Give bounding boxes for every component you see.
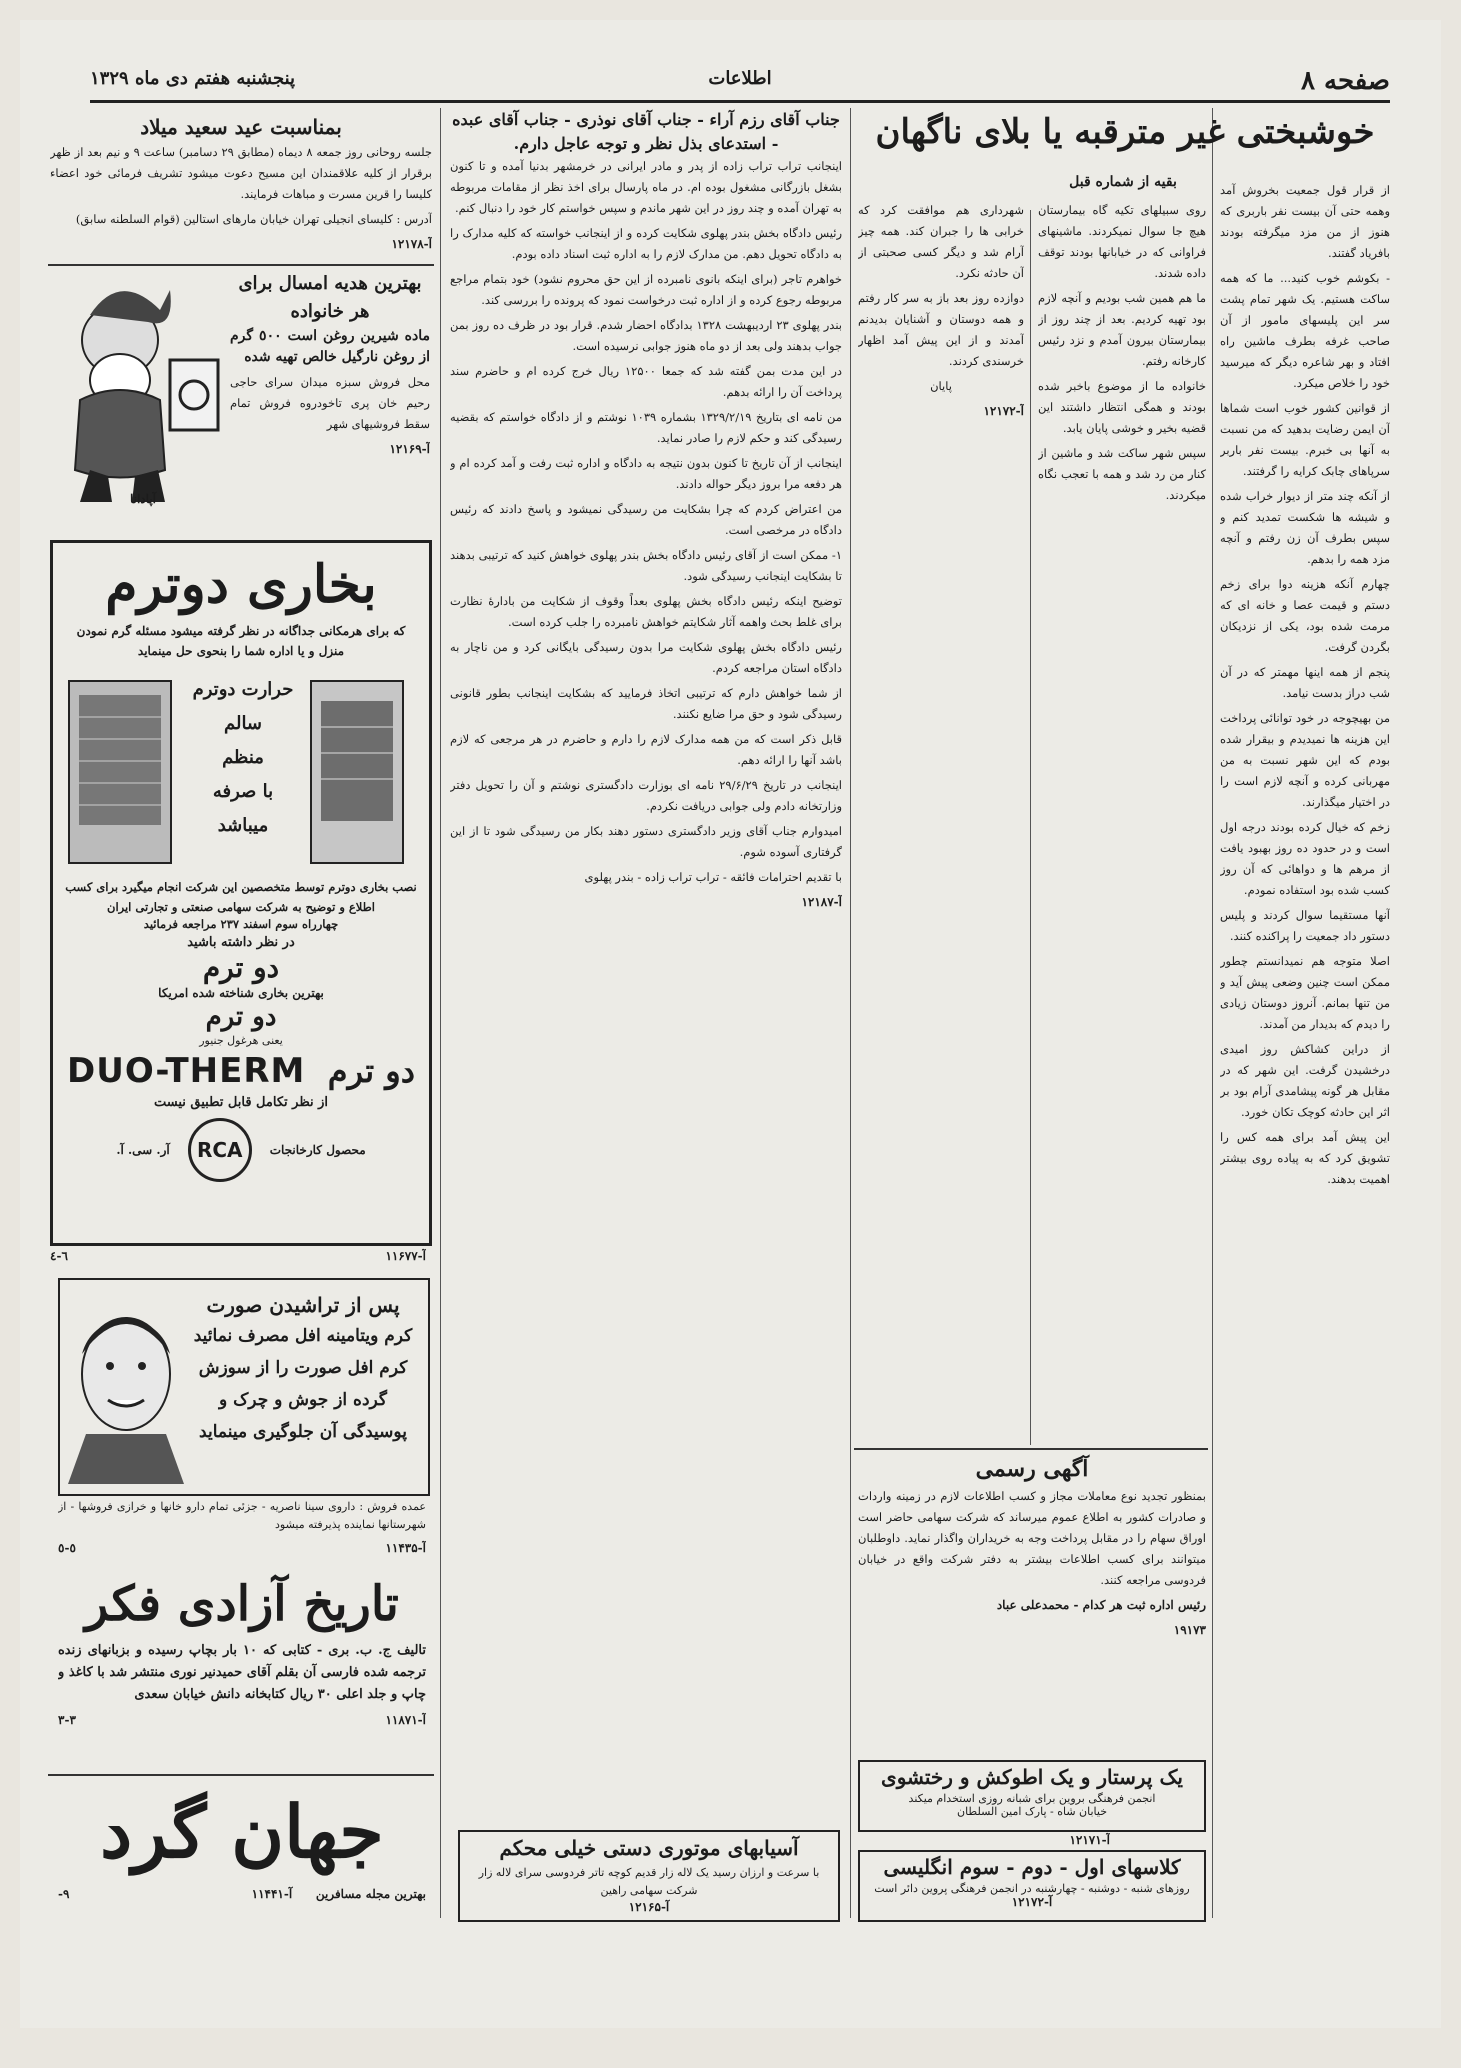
- ad-nurse-address: خیابان شاه - پارک امین السلطان: [956, 1805, 1108, 1818]
- story1-headline-box: [860, 110, 1390, 170]
- ad-jahangard-sub: بهترین مجله مسافرین: [315, 1887, 426, 1901]
- santa-illustration: [50, 270, 230, 510]
- ad-oil-illustration: [50, 270, 230, 510]
- paragraph: خانواده ما از موضوع باخبر شده بودند و همگی انتظار داشتند این قضیه بخیر و خوشی پایان یابد.: [1038, 379, 1206, 435]
- ad-heater-best: بهترین بخاری شناخته شده امریکا: [158, 986, 324, 1000]
- paragraph: پنجم از همه اینها مهمتر که در آن شب دراز بدست نیامد.: [1220, 665, 1390, 700]
- ad-heater-note: یعنی هرغول جنیور: [199, 1034, 283, 1047]
- ad-heater-dealer: نصب بخاری دوترم توسط متخصصین این شرکت انجام میگیرد برای کسب اطلاع و توضیح به شرکت سهامی صنعتی و تجارتی ایران: [65, 880, 417, 914]
- ad-classes-title: کلاسهای اول - دوم - سوم انگلیسی: [883, 1855, 1181, 1879]
- ad-cream-headline: پس از تراشیدن صورت: [206, 1293, 400, 1317]
- ad-heater: [50, 540, 432, 1246]
- paragraph: از قرار قول جمعیت بخروش آمد وهمه حتی آن بیست نفر باربری که هنوز از من مزد میگرفته بودند بافریاد گفتند.: [1220, 183, 1390, 260]
- ad-heater-intro: که برای هرمکانی جداگانه در نظر گرفته میشود مسئله گرم نمودن منزل و یا اداره شما را بنحوی حل مینماید: [76, 624, 406, 658]
- paragraph: اینجانب از آن تاریخ تا کنون بدون نتیجه به دادگاه و اداره ثبت رفت و آمد کرده ام و هر دفعه مرا بروز دیگر حواله دادند.: [450, 456, 842, 491]
- ad-heater-agent: آر. سی. آ.: [116, 1143, 170, 1157]
- ad-mills-ref: آ-۱۲۱۶۵: [628, 1900, 670, 1914]
- ad-jahangard-code: ٩-: [58, 1887, 70, 1901]
- paragraph: در این مدت بمن گفته شد که جمعا ۱۲۵۰۰ ریال خرج کرده ام و حاضرم سند پرداخت آن را ارائه بدهم.: [450, 364, 842, 399]
- ad-heater-remember: در نظر داشته باشید: [187, 935, 295, 950]
- section-rule: [48, 264, 434, 266]
- paragraph: شهرداری هم موافقت کرد که خرابی ها را جبران کند. همه چیز آرام شد و دیگر کسی صحبتی از آن حادثه نکرد.: [858, 203, 1024, 280]
- ad-mills: [458, 1830, 840, 1922]
- ad-heater-quality: سالم: [223, 713, 263, 734]
- story2-letter: [450, 108, 842, 1818]
- ad-cream-footer: عمده فروش : داروی سینا ناصریه - جزئی تمام دارو خانها و خرازی فروشها - از شهرستانها نماینده پذیرفته میشود: [58, 1500, 426, 1531]
- paragraph: بندر پهلوی ۲۳ اردیبهشت ۱۳۲۸ بدادگاه احضار شدم. قرار بود در ظرف ده روز بمن جواب بدهند ولی بعد از دو ماه هنوز جوابی نرسیده است.: [450, 318, 842, 353]
- notice-ref: ۱۹۱۷۳: [1173, 1623, 1206, 1637]
- ad-heater-visual: [53, 667, 429, 877]
- ad-heater-qualities: [183, 673, 303, 843]
- story-end: پایان: [930, 379, 952, 393]
- paragraph: رئیس دادگاه بخش بندر پهلوی شکایت کرده و از اینجانب خواسته که کلیه مدارک را به دادگاه تحویل دهم. من مدارک لازم را به اداره ثبت اسناد داده بودم.: [450, 226, 842, 261]
- ad-book-code: ٣-٣: [58, 1713, 76, 1727]
- ad-ref: آ-۱۲۱۷۲: [983, 404, 1024, 418]
- masthead: [90, 58, 1390, 100]
- paragraph: من نامه ای بتاریخ ۱۳۲۹/۲/۱۹ بشماره ۱۰۳۹ نوشتم و از دادگاه خواستم که بقضیه رسیدگی کند و حکم لازم را صادر نماید.: [450, 410, 842, 445]
- paragraph: توضیح اینکه رئیس دادگاه بخش پهلوی بعداً وقوف از شکایت من بادارهٔ نظارت برای غلط بحث واهمه آثار شکایتم خواهش نامبرده را جلب کرده است.: [450, 594, 842, 629]
- paragraph: امیدوارم جناب آقای وزیر دادگستری دستور دهند بکار من رسیدگی شود تا از این گرفتاری آسوده شوم.: [450, 824, 842, 859]
- ad-jahangard: [58, 1780, 426, 1918]
- notice-signature: رئیس اداره ثبت هر کدام - محمدعلی عباد: [996, 1598, 1206, 1612]
- notice-title: آگهی رسمی: [975, 1456, 1089, 1482]
- story2-headline: جناب آقای رزم آراء - جناب آقای نوذری - جناب آقای عبده - استدعای بذل نظر و توجه عاجل دارم.: [452, 110, 840, 153]
- paragraph: ما هم همین شب بودیم و آنچه لازم بود تهیه کردیم. بعد از چند روز از بیمارستان بیرون آمدم و نزد رئیس کارخانه رفتم.: [1038, 291, 1206, 368]
- paragraph: خواهرم تاجر (برای اینکه بانوی نامبرده از این حق محروم نشود) خود بتمام مراجع مربوطه رجوع کرده و از اداره ثبت درخواست نمود که پرونده را بررسی کند.: [450, 272, 842, 307]
- column-divider: [1212, 108, 1213, 1918]
- ad-heater-brand: دو ترم: [327, 1052, 415, 1090]
- paragraph: از شما خواهش دارم که ترتیبی اتخاذ فرمایید که بشکایت اینجانب بطور قانونی رسیدگی شود و حق مرا ضایع نکنند.: [450, 686, 842, 721]
- section-rule: [48, 1774, 434, 1776]
- ad-heater-brand-row: [53, 1047, 429, 1095]
- ad-oil-body: ماده شیرین روغن است ٥٠٠ گرم از روغن نارگیل خالص تهیه شده: [230, 328, 430, 365]
- paragraph: رئیس دادگاه بخش پهلوی شکایت مرا بدون رسیدگی بایگانی کرد و من ناچار به دادگاه استان مراجعه کردم.: [450, 640, 842, 675]
- heater-image-right: [307, 677, 407, 867]
- ad-classes-ref: آ-۱۲۱۷۲: [1011, 1895, 1053, 1909]
- ad-heater-quality: میباشد: [217, 815, 269, 836]
- ad-cream-ref: آ-۱۱۴۳۵: [385, 1541, 426, 1555]
- ad-heater-brand-en: DUO-THERM: [67, 1051, 306, 1091]
- ad-nurse-body: انجمن فرهنگی بروین برای شبانه روزی استخدام میکند: [908, 1792, 1156, 1805]
- ad-christmas-title: بمناسبت عید سعید میلاد: [140, 115, 342, 139]
- paragraph: اینجانب تراب تراب زاده از پدر و مادر ایرانی در خرمشهر بدنیا آمده و تا کنون بشغل بازرگانی مشغول بوده ام. در ماه پارسال برای اخذ نظر از مقامات مربوطه به تهران آمده و چند روز در این شهر ماندم و سپس خواستم کار خود را دنبال کنم.: [450, 159, 842, 215]
- paragraph: من اعتراض کردم که چرا بشکایت من رسیدگی نمیشود و پاسخ دادند که رئیس دادگاه در مرخصی است.: [450, 502, 842, 537]
- ad-heater-brand: دو ترم: [202, 951, 280, 984]
- ad-christmas-address: آدرس : کلیسای انجیلی تهران خیابان مارهای استالین (قوام السلطنه سابق): [75, 212, 432, 226]
- paragraph: از قوانین کشور خوب است شماها آن ایمن رضایت بدهید که من نسبت به آنها بی خبرم. بیست نفر باربر سرپاهای چابک کرایه را گرفتند.: [1220, 401, 1390, 478]
- issue-date: پنجشنبه هفتم دی ماه ۱۳۲۹: [90, 68, 296, 89]
- ad-christmas: [50, 112, 432, 262]
- ad-cream-text: [188, 1290, 418, 1448]
- paragraph: - بکوشم خوب کنید... ما که همه ساکت هستیم. یک شهر تمام پشت سر این پلیسهای مامور از آن صاحب غرفه بطرف ماشین راه افتاد و بهر شاعره دیگر که میرسید خود را خلاص میکرد.: [1220, 271, 1390, 390]
- story1-headline: خوشبختی غیر مترقبه یا بلای ناگهان: [875, 112, 1375, 152]
- paragraph: روی سبیلهای تکیه گاه بیمارستان هیچ جا سوال نمیکردند. ماشینهای فراوانی که در خیابانها بودند توقف داده شدند.: [1038, 203, 1206, 280]
- paragraph: این پیش آمد برای همه کس را تشویق کرد که به پیاده روی بیشتر اهمیت بدهند.: [1220, 1130, 1390, 1186]
- masthead-rule: [90, 100, 1390, 103]
- ad-heater-maker-row: [53, 1118, 429, 1182]
- heater-image-left: [65, 677, 175, 867]
- ad-oil-address: محل فروش سبزه میدان سرای حاجی رحیم خان پری تاخودروه فروش تمام سقط فروشیهای شهر: [230, 375, 430, 431]
- ad-heater-ref-row: [50, 1246, 426, 1266]
- column-divider: [1030, 210, 1031, 1445]
- ad-nurse: [858, 1760, 1206, 1832]
- ad-classes: [858, 1850, 1206, 1922]
- paragraph: اینجانب در تاریخ ۲۹/۶/۲۹ نامه ای بوزارت دادگستری نوشتم و آن را تحویل دفتر وزارتخانه دادم ولی جوابی دریافت نکردم.: [450, 778, 842, 813]
- story1-subhead: بقیه از شماره قبل: [1069, 174, 1177, 190]
- newspaper-page: [20, 20, 1441, 2028]
- column-divider: [850, 108, 851, 1918]
- ad-jahangard-ref: آ-۱۱۴۴۱: [251, 1887, 293, 1901]
- paragraph: قابل ذکر است که من همه مدارک لازم را دارم و حاضرم در هر مرجعی که لازم باشد آنها را ارائه دهم.: [450, 732, 842, 767]
- ad-mills-title: آسیابهای موتوری دستی خیلی محکم: [499, 1836, 799, 1860]
- section-rule: [854, 1448, 1208, 1450]
- ad-oil-brand: آپادانا: [130, 492, 157, 506]
- ad-heater-ref: آ-۱۱۶۷۷: [385, 1249, 426, 1263]
- ad-heater-quality: منظم: [222, 747, 264, 768]
- ad-nurse-title: یک پرستار و یک اطوکش و رختشوی: [881, 1765, 1183, 1789]
- ad-heater-code: ٦-٤: [50, 1249, 68, 1263]
- paragraph: چهارم آنکه هزینه دوا برای زخم دستم و قیمت عصا و خانه ای که مرمت شده بود، یکی از نزدیکان بگردن گرفت.: [1220, 577, 1390, 654]
- ad-cream-body: کرم ویتامینه افل مصرف نمائید کرم افل صورت را از سوزش گرده از جوش و چرک و پوسیدگی آن جلوگیری مینماید: [193, 1326, 413, 1442]
- story1-col-right: [1220, 180, 1390, 1920]
- ad-oil: [230, 270, 430, 530]
- notice-body: بمنظور تجدید نوع معاملات مجاز و کسب اطلاعات لازم در زمینه واردات و صادرات کشور به اطلاع عموم میرساند که شرکت سهامی حاضر است اوراق سهام را در مقابل پرداخت وجه به خریداران واگذار نماید. داوطلبان میتوانند برای کسب اطلاعات بیشتر به دفتر شرکت واقع در خیابان فردوسی مراجعه کنند.: [858, 1489, 1206, 1587]
- ad-heater-maker: محصول کارخانجات: [269, 1143, 366, 1157]
- ad-jahangard-title: جهان گرد: [100, 1789, 384, 1874]
- paragraph: از دراین کشاکش روز امیدی درخشیدن گرفت. این شهر که در مقابل هر گونه پیشامدی آرام بود بر اثر این حادثه کوچک تکان خورد.: [1220, 1042, 1390, 1119]
- column-divider: [440, 108, 441, 1918]
- ad-book-author: تالیف ج. ب. بری - کتابی که ۱۰ بار بچاپ رسیده و بزبانهای زنده ترجمه شده فارسی آن بقلم آقای حمیدنیر نوری منتشر شد با کاغذ و چاپ و جلد اعلی ۳۰ ریال کتابخانه دانش خیابان سعدی: [58, 1643, 426, 1702]
- rca-logo: RCA: [188, 1118, 252, 1182]
- story1-col-middle: [1038, 200, 1206, 1440]
- ad-cream-code: ٥-٥: [58, 1541, 76, 1555]
- ad-book-ref: آ-۱۱۸۷۱: [385, 1713, 426, 1727]
- paper-name: اطلاعات: [708, 68, 772, 89]
- ad-cream-footer-box: [58, 1498, 426, 1558]
- official-notice: [858, 1452, 1206, 1752]
- paragraph: من بهیچوجه در خود توانائی پرداخت این هزینه ها نمیدیدم و بیقرار شده بودم که این شهر نسبت به من مهربانی کرده و آنچه لازم است را در اختیار میگذارند.: [1220, 711, 1390, 809]
- story2-ref: آ-۱۲۱۸۷: [801, 895, 842, 909]
- paragraph: سپس شهر ساکت شد و ماشین از کنار من رد شد و همه با تعجب نگاه میکردند.: [1038, 446, 1206, 502]
- paragraph: با تقدیم احترامات فائقه - تراب تراب زاده - بندر پهلوی: [584, 870, 842, 884]
- paragraph: از آنکه چند متر از دیوار خراب شده و شیشه ها شکست تمدید کنم و سپس بطرف آن زن رفتم و آنچه مزد همه را بدهم.: [1220, 489, 1390, 566]
- ad-christmas-body: جلسه روحانی روز جمعه ۸ دیماه (مطابق ۲۹ دسامبر) ساعت ۹ و نیم بعد از ظهر برقرار از کلیه علاقمندان این مسیح دعوت میشود تشریف فرمائی خود اعضاء کلیسا را قرین مسرت و مباهات فرمایند.: [50, 145, 432, 201]
- ad-book: [58, 1568, 426, 1768]
- paragraph: دوازده روز بعد باز به سر کار رفتم و همه دوستان و آشنایان بدیدنم آمدند و از این پیش آمد اظهار خرسندی کردند.: [858, 291, 1024, 368]
- ad-mills-body: با سرعت و ارزان رسید یک لاله زار قدیم کوچه تاتر فردوسی سرای لاله زار شرکت سهامی راهین: [478, 1866, 820, 1897]
- ad-heater-brand: دو ترم: [205, 1002, 277, 1032]
- ad-oil-title: بهترین هدیه امسال برای هر خانواده: [238, 273, 422, 322]
- paragraph: زخم که خیال کرده بودند درجه اول است و در حدود ده روز بهبود یافت از مرهم ها و دواهائی که آن روز کسب شده بود استفاده نمودم.: [1220, 820, 1390, 897]
- ad-nurse-ref: آ-۱۲۱۷۱: [1069, 1833, 1110, 1846]
- paragraph: آنها مستقیما سوال کردند و پلیس دستور داد جمعیت را پراکنده کنند.: [1220, 908, 1390, 943]
- ad-heater-quality: با صرفه: [212, 781, 274, 802]
- ad-heater-heat: حرارت دوترم: [192, 679, 294, 700]
- man-face-illustration: [66, 1294, 186, 1484]
- ad-book-title: تاریخ آزادی فکر: [85, 1576, 399, 1632]
- ad-oil-ref: آ-۱۲۱۶۹: [389, 442, 430, 456]
- paragraph: اصلا متوجه هم نمیدانستم چطور ممکن است چنین وضعی پیش آید و من تنها بمانم. آنروز دوستان زیادی را دیدم که بدیدار من آمدند.: [1220, 954, 1390, 1031]
- ad-heater-tagline: از نظر تکامل قابل تطبیق نیست: [153, 1095, 329, 1110]
- story1-col-left: [858, 200, 1024, 1440]
- story1-subhead-box: [1040, 172, 1206, 196]
- ad-heater-address: چهارراه سوم اسفند ۲۳۷ مراجعه فرمائید: [143, 917, 339, 931]
- page-number: صفحه ۸: [1301, 66, 1390, 96]
- paragraph: ۱- ممکن است از آقای رئیس دادگاه بخش بندر پهلوی خواهش کنید که ترتیبی بدهند تا بشکایت اینجانب رسیدگی شود.: [450, 548, 842, 583]
- ad-nurse-ref-box: [1010, 1830, 1110, 1846]
- ad-classes-body: روزهای شنبه - دوشنبه - چهارشنبه در انجمن فرهنگی پروین دائر است: [874, 1882, 1190, 1895]
- ad-christmas-ref: آ-۱۲۱۷۸: [391, 237, 432, 251]
- ad-heater-title: بخاری دوترم: [105, 554, 377, 615]
- ad-cream: [58, 1278, 430, 1496]
